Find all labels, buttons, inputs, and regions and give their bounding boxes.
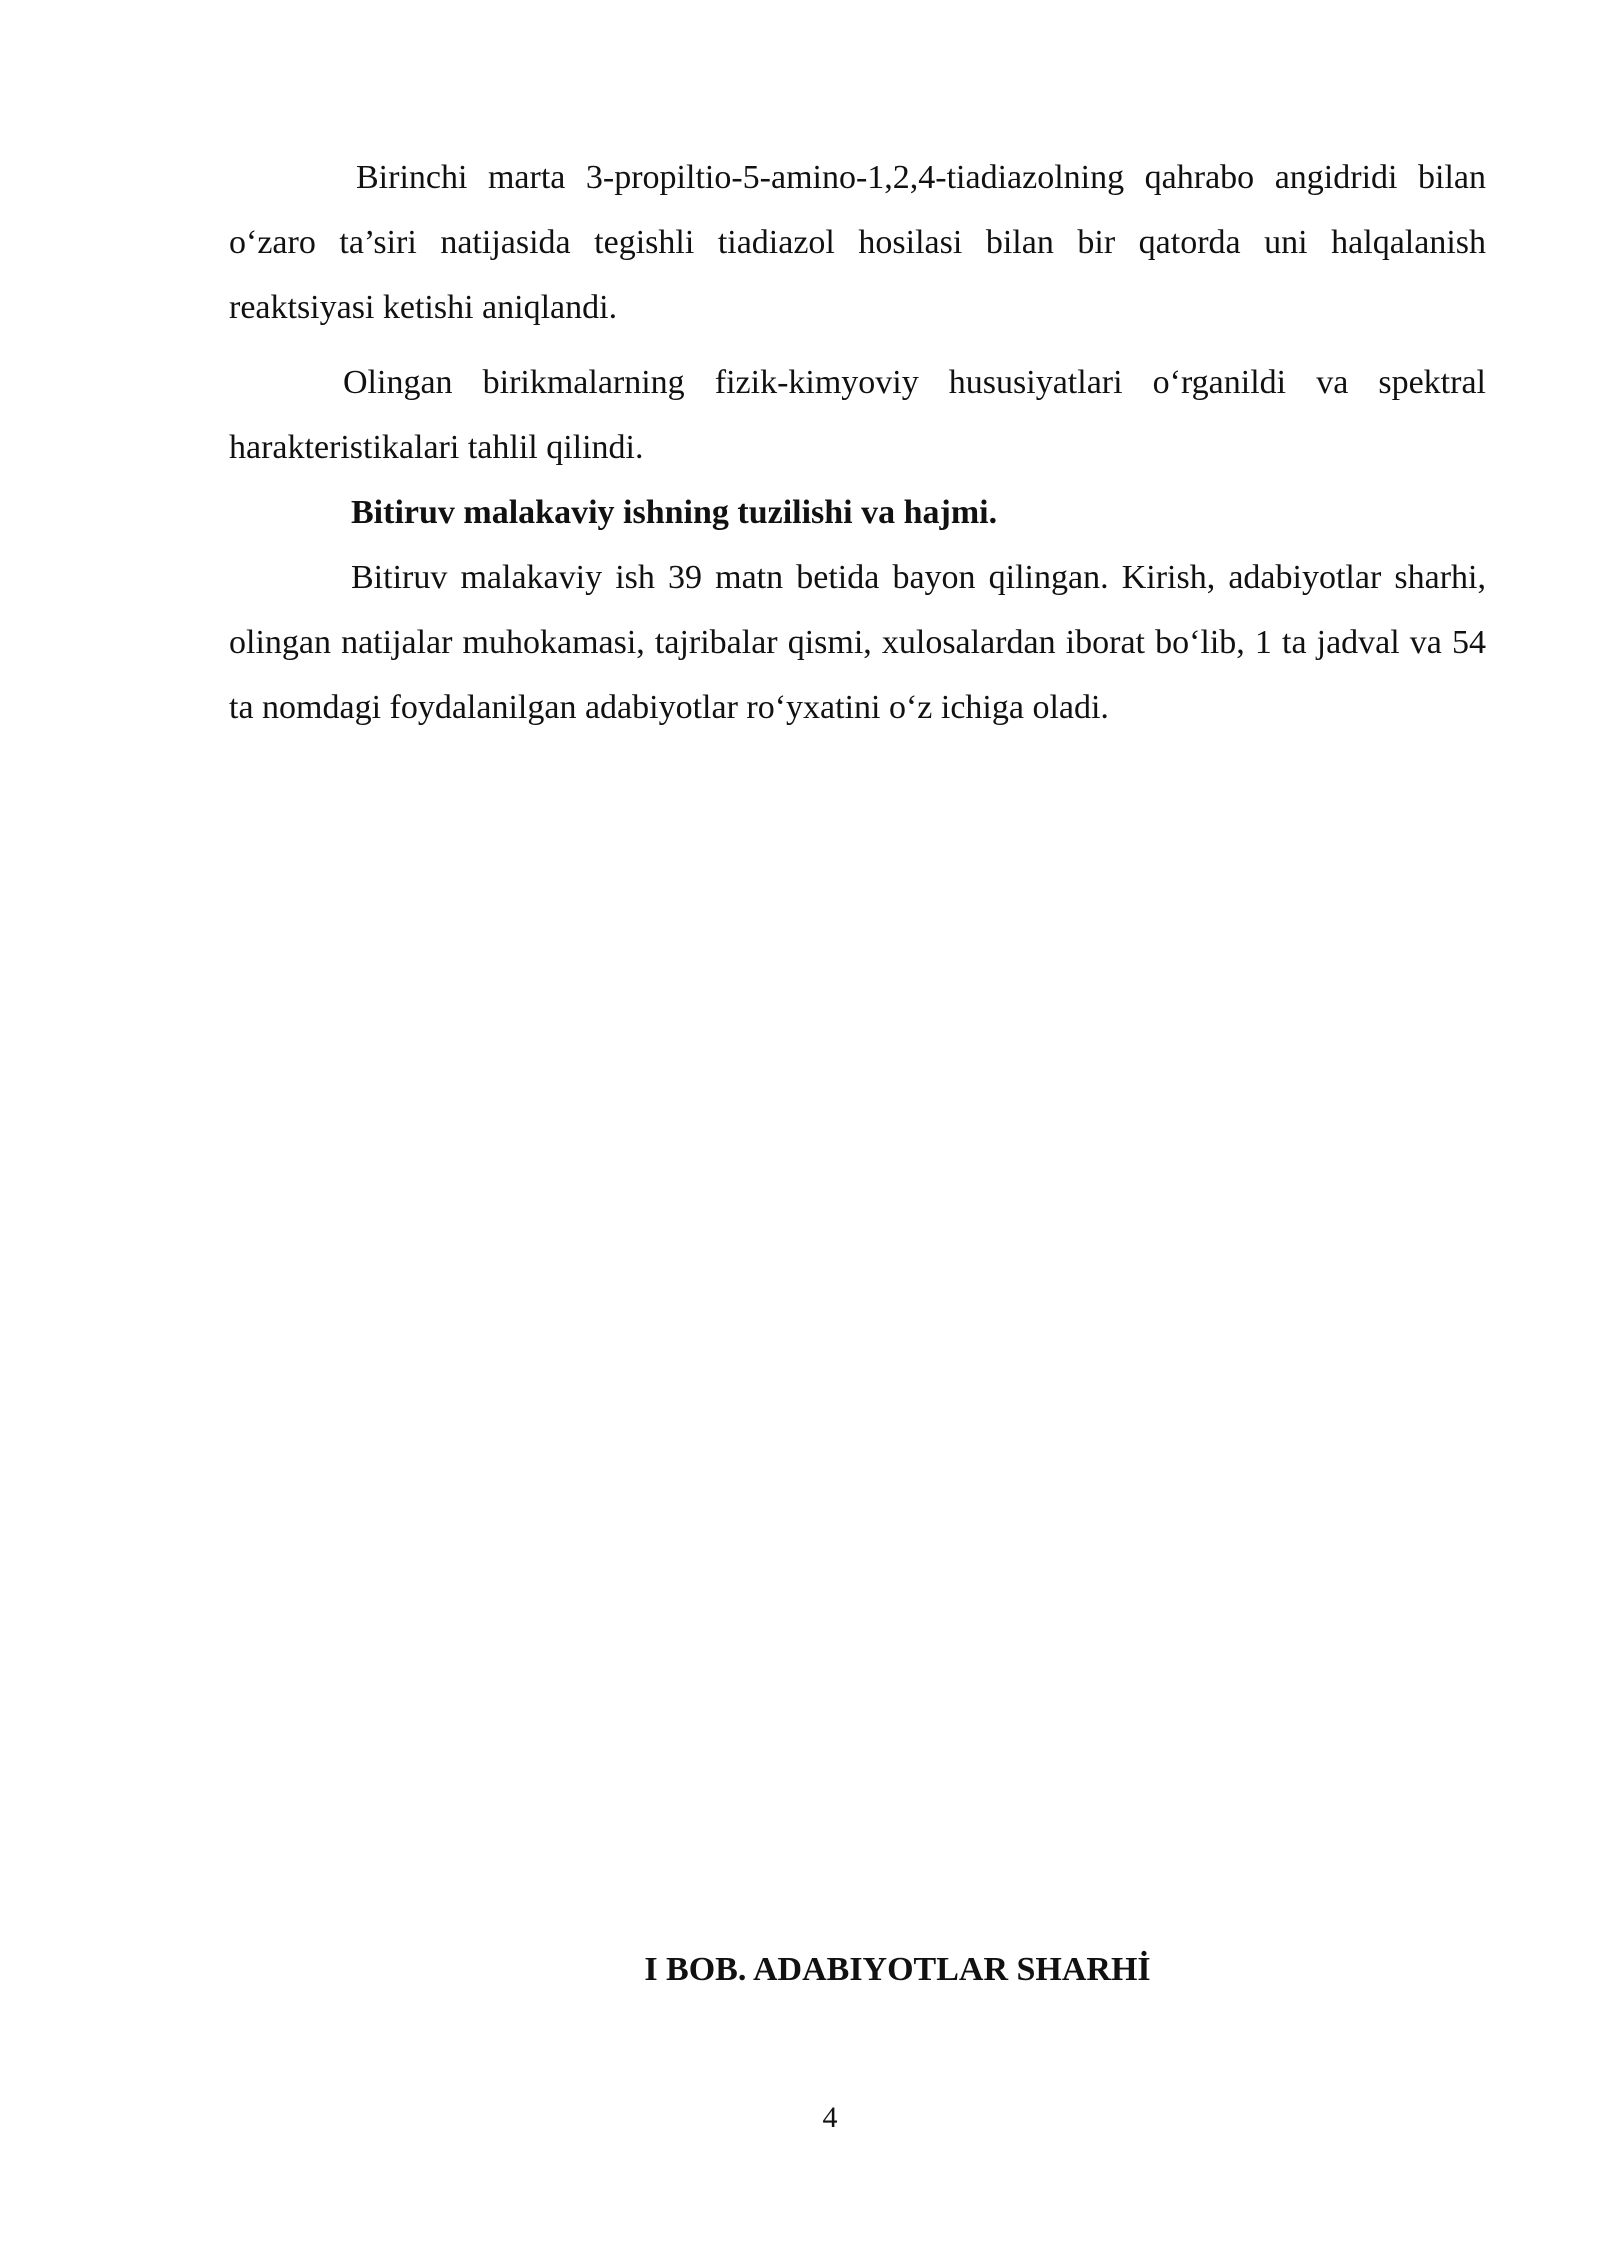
- chapter-title: I BOB. ADABIYOTLAR SHARHİ: [644, 1951, 1151, 1988]
- section-subheading: Bitiruv malakaviy ishning tuzilishi va hajmi.: [351, 494, 998, 531]
- page-number: 4: [822, 2101, 838, 2134]
- paragraph-properties: Olingan birikmalarning fizik-kimyoviy hususiyatlari o‘rganildi va spektral harakteristikalari tahlil qilindi.: [229, 364, 1486, 466]
- paragraph-structure: Bitiruv malakaviy ish 39 matn betida bayon qilingan. Kirish, adabiyotlar sharhi, olingan natijalar muhokamasi, tajribalar qismi, xulosalardan iborat bo‘lib, 1 ta jadval va 54 ta nomdagi foydalanilgan adabiyotlar ro‘yxatini o‘z ichiga oladi.: [229, 559, 1486, 726]
- paragraph-findings: Birinchi marta 3-propiltio-5-amino-1,2,4-tiadiazolning qahrabo angidridi bilan o‘zaro ta’siri natijasida tegishli tiadiazol hosilasi bilan bir qatorda uni halqalanish reaktsiyasi ketishi aniqlandi.: [229, 159, 1486, 326]
